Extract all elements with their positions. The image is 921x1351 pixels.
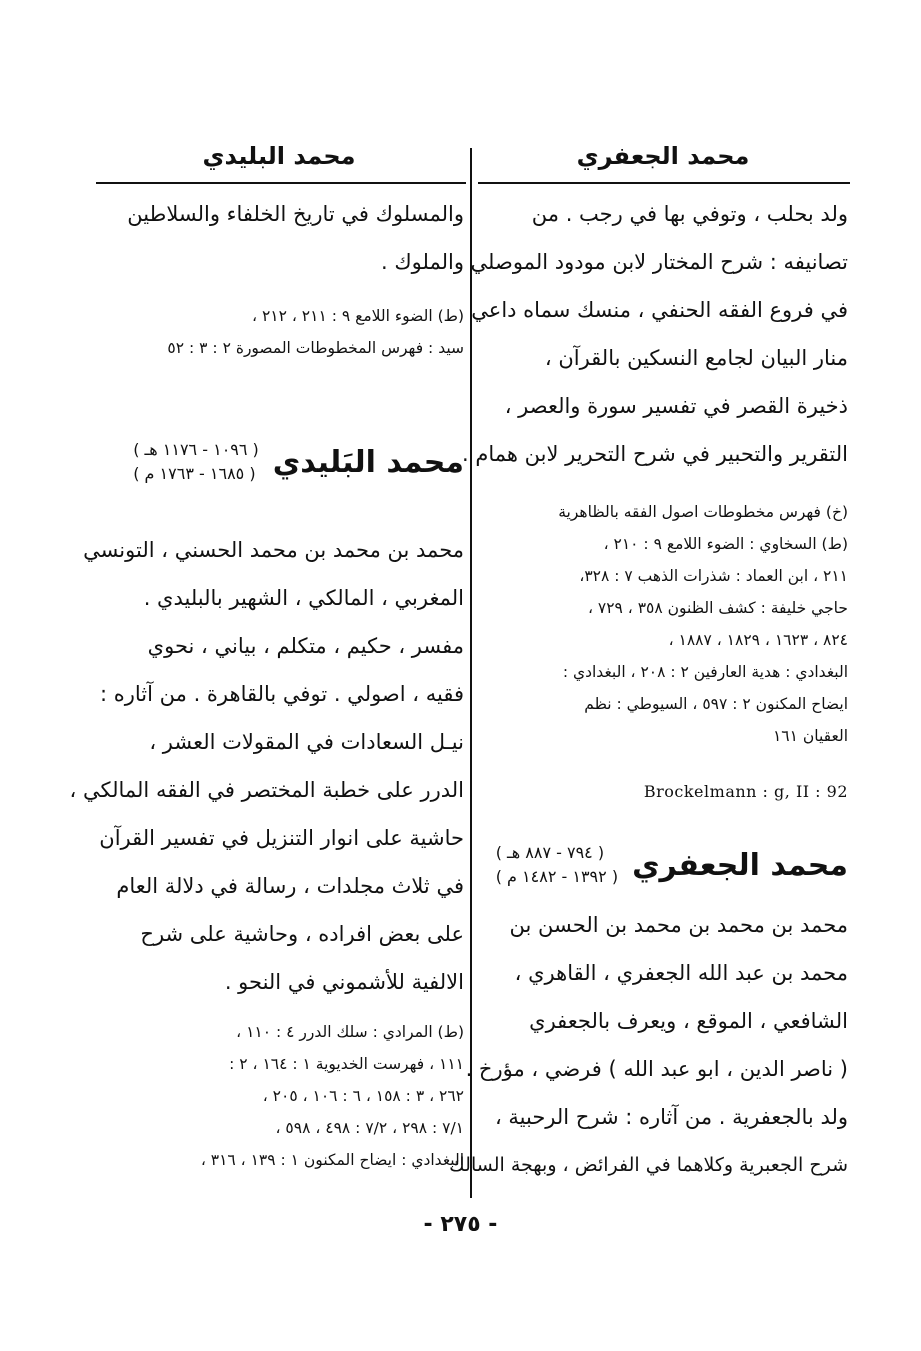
entry-name: محمد البَليدي — [272, 444, 464, 480]
header-rule-left — [96, 182, 466, 184]
reference-line: ٧/١ : ٢٩٨ ، ٧/٢ : ٤٩٨ ، ٥٩٨ ، — [275, 1119, 464, 1137]
text-line: محمد بن محمد بن محمد الحسني ، التونسي — [83, 538, 464, 562]
reference-line: (ط) الضوء اللامع ٩ : ٢١١ ، ٢١٢ ، — [252, 307, 464, 325]
reference-line: سيد : فهرس المخطوطات المصورة ٢ : ٣ : ٥٢ — [167, 339, 464, 357]
text-line: في ثلاث مجلدات ، رسالة في دلالة العام — [116, 874, 464, 898]
text-line: ولد بحلب ، وتوفي بها في رجب . من — [531, 202, 848, 226]
text-line: مفسر ، حكيم ، متكلم ، بياني ، نحوي — [147, 634, 464, 658]
text-line: ذخيرة القصر في تفسير سورة والعصر ، — [504, 394, 848, 418]
running-header-left: محمد البليدي — [202, 142, 356, 170]
text-line: حاشية على انوار التنزيل في تفسير القرآن — [99, 826, 464, 850]
dates-hijri: ( ٧٩٤ - ٨٨٧ هـ ) — [495, 843, 605, 862]
text-line: منار البيان لجامع النسكين بالقرآن ، — [544, 346, 848, 370]
reference-line: ١١١ ، فهرست الخديوية ١ : ١٦٤ ، ٢ : — [229, 1055, 464, 1073]
text-line: التقرير والتحبير في شرح التحرير لابن همام . — [462, 442, 848, 466]
text-line: نيـل السعادات في المقولات العشر ، — [149, 730, 464, 754]
dates-hijri: ( ١٠٩٦ - ١١٧٦ هـ ) — [133, 440, 259, 459]
reference-line: العقيان ١٦١ — [772, 727, 848, 745]
text-line: والملوك . — [381, 250, 464, 274]
entry-dates — [496, 841, 618, 889]
running-header-right: محمد الجعفري — [576, 142, 750, 170]
reference-line: ٢١١ ، ابن العماد : شذرات الذهب ٧ : ٣٢٨، — [579, 567, 848, 585]
text-line: فقيه ، اصولي . توفي بالقاهرة . من آثاره : — [100, 682, 464, 706]
text-line: ولد بالجعفرية . من آثاره : شرح الرحبية ، — [494, 1105, 848, 1129]
entry-heading — [100, 438, 464, 486]
latin-reference: Brockelmann : g, II : 92 — [643, 782, 848, 801]
text-line: في فروع الفقه الحنفي ، منسك سماه داعي — [471, 298, 848, 322]
references-block — [100, 1016, 464, 1176]
text-line: الدرر على خطبة المختصر في الفقه المالكي ، — [69, 778, 464, 802]
text-line: الشافعي ، الموقع ، ويعرف بالجعفري — [529, 1009, 848, 1033]
entry-biography — [449, 901, 848, 1189]
reference-line: (ط) المرادي : سلك الدرر ٤ : ١١٠ ، — [236, 1023, 464, 1041]
text-line: والمسلوك في تاريخ الخلفاء والسلاطين — [127, 202, 464, 226]
left-column — [69, 190, 464, 1176]
text-line: محمد بن محمد بن محمد بن الحسن بن — [509, 913, 848, 937]
reference-line: (ط) السخاوي : الضوء اللامع ٩ : ٢١٠ ، — [603, 535, 848, 553]
dates-gregorian: ( ١٣٩٢ - ١٤٨٢ م ) — [495, 867, 619, 886]
entry-name: محمد الجعفري — [632, 847, 848, 883]
reference-line: ٢٦٢ ، ٣ : ١٥٨ ، ٦ : ١٠٦ ، ٢٠٥ ، — [262, 1087, 464, 1105]
text-line: محمد بن عبد الله الجعفري ، القاهري ، — [514, 961, 848, 985]
text-line: شرح الجعبرية وكلاهما في الفرائض ، وبهجة السالك — [449, 1154, 848, 1176]
page-number: - ٢٧٥ - — [423, 1212, 498, 1237]
reference-line: البغدادي : هدية العارفين ٢ : ٢٠٨ ، البغدادي : — [562, 663, 848, 681]
continued-entry-text — [100, 190, 464, 286]
references-block — [100, 300, 464, 364]
text-line: الالفية للأشموني في النحو . — [224, 970, 464, 994]
entry-dates — [133, 438, 259, 486]
reference-line: (خ) فهرس مخطوطات اصول الفقه بالظاهرية — [558, 503, 848, 521]
right-column — [449, 190, 848, 1189]
text-line: تصانيفه : شرح المختار لابن مودود الموصلي — [470, 250, 848, 274]
reference-line: البغدادي : ايضاح المكنون ١ : ١٣٩ ، ٣١٦ ، — [200, 1151, 464, 1169]
reference-line: حاجي خليفة : كشف الظنون ٣٥٨ ، ٧٢٩ ، — [587, 599, 848, 617]
text-line: على بعض افراده ، وحاشية على شرح — [140, 922, 464, 946]
header-rule-right — [478, 182, 850, 184]
dates-gregorian: ( ١٦٨٥ - ١٧٦٣ م ) — [133, 464, 256, 483]
text-line: ( ناصر الدين ، ابو عبد الله ) فرضي ، مؤرخ . — [465, 1057, 848, 1081]
references-block — [482, 496, 848, 752]
continued-entry-text — [462, 190, 848, 478]
reference-line: ايضاح المكنون ٢ : ٥٩٧ ، السيوطي : نظم — [584, 695, 848, 713]
text-line: المغربي ، المالكي ، الشهير بالبليدي . — [143, 586, 464, 610]
entry-biography — [69, 526, 464, 1006]
reference-line: ٨٢٤ ، ١٦٢٣ ، ١٨٢٩ ، ١٨٨٧ ، — [668, 631, 848, 649]
entry-heading — [482, 841, 848, 889]
